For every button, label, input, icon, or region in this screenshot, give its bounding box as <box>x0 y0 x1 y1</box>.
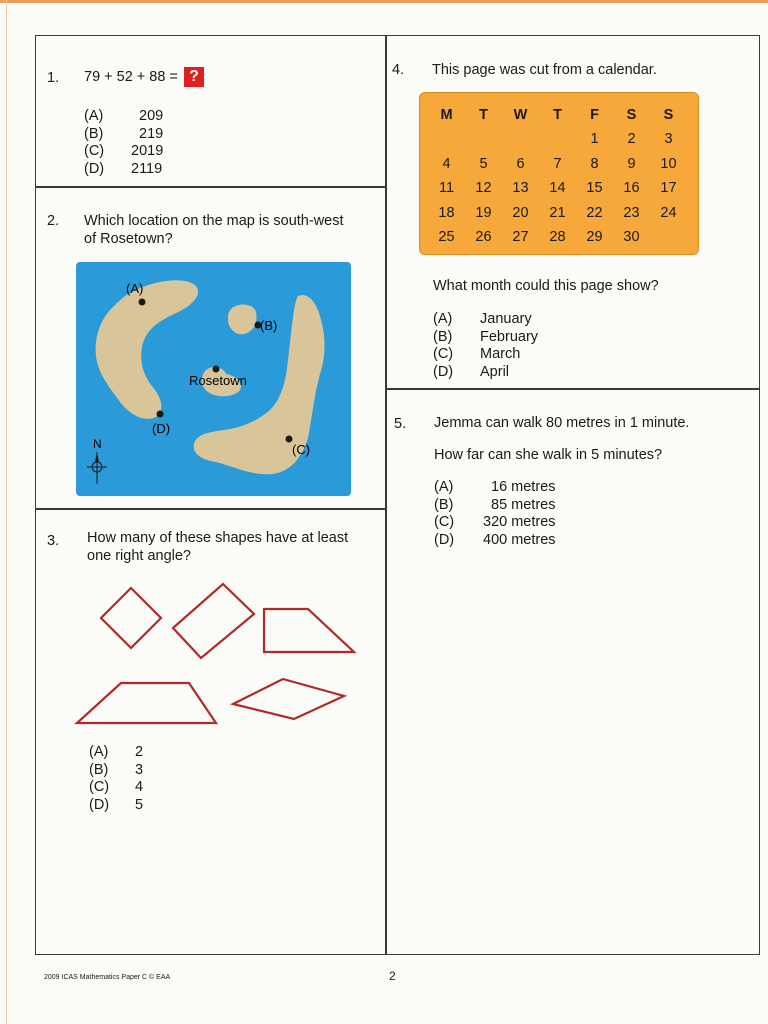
question-number: 3. <box>47 533 60 549</box>
location-b-label: (B) <box>260 318 278 333</box>
day-header: T <box>479 107 488 123</box>
question-number: 2. <box>47 213 60 229</box>
answer-options <box>434 479 556 549</box>
calendar-date: 21 <box>549 204 566 221</box>
question-text: How many of these shapes have at least one right angle? <box>87 530 349 564</box>
calendar-date <box>650 225 687 250</box>
question-number: 1. <box>47 70 60 86</box>
divider-q4-q5 <box>385 388 759 390</box>
calendar-date: 13 <box>512 180 529 197</box>
question-5-prompt: How far can she walk in 5 minutes? <box>434 447 663 463</box>
option-a[interactable]: (A) 209 <box>84 108 164 124</box>
calendar-week <box>428 201 687 226</box>
shape-parallelogram <box>233 679 344 719</box>
day-header: F <box>590 107 599 123</box>
shape-right-trapezium <box>264 609 354 652</box>
shape-trapezium <box>77 683 216 723</box>
location-c-label: (C) <box>292 442 311 457</box>
calendar-date <box>539 127 576 152</box>
divider-q1-q2 <box>36 186 386 188</box>
day-header: W <box>513 107 528 123</box>
calendar-date: 30 <box>623 229 640 246</box>
location-a-dot <box>139 299 146 306</box>
calendar-date: 20 <box>512 204 529 221</box>
question-4-prompt: What month could this page show? <box>433 278 659 294</box>
option-c[interactable]: (C) 4 <box>89 779 144 795</box>
calendar-date: 28 <box>549 229 566 246</box>
calendar-page <box>419 92 699 255</box>
calendar-date: 25 <box>438 229 455 246</box>
calendar-date: 27 <box>512 229 529 246</box>
page-left-edge <box>6 0 7 1024</box>
calendar-week <box>428 127 687 152</box>
calendar-week <box>428 225 687 250</box>
calendar-date: 19 <box>475 204 492 221</box>
question-sheet <box>35 35 760 955</box>
answer-options <box>84 108 163 178</box>
calendar-date: 9 <box>627 155 636 172</box>
rosetown-label: Rosetown <box>189 373 247 388</box>
shape-square <box>101 588 161 648</box>
question-1-expression <box>84 67 204 87</box>
option-b[interactable]: (B) 3 <box>89 761 144 778</box>
calendar-date: 16 <box>623 180 640 197</box>
location-a-label: (A) <box>126 281 144 296</box>
question-text: This page was cut from a calendar. <box>432 62 657 78</box>
calendar-date: 3 <box>664 131 673 148</box>
day-header: S <box>663 107 674 123</box>
question-number: 4. <box>392 62 405 78</box>
copyright-footer: 2009 ICAS Mathematics Paper C © EAA <box>44 974 171 981</box>
question-number: 5. <box>394 416 407 432</box>
shape-rectangle <box>173 584 254 658</box>
option-c[interactable]: (C) 320 metres <box>434 514 556 530</box>
rosetown-dot <box>213 366 220 373</box>
location-d-dot <box>157 411 164 418</box>
option-c[interactable]: (C) March <box>433 346 521 362</box>
page-number: 2 <box>389 969 396 983</box>
calendar-date: 26 <box>475 229 492 246</box>
location-d-label: (D) <box>152 421 171 436</box>
calendar-date: 7 <box>553 155 562 172</box>
calendar-date: 4 <box>442 155 451 172</box>
calendar-date: 22 <box>586 204 603 221</box>
day-header: M <box>440 107 453 123</box>
calendar-date: 15 <box>586 180 603 197</box>
calendar-date: 12 <box>475 180 492 197</box>
calendar-date: 2 <box>627 131 636 148</box>
option-d[interactable]: (D) April <box>433 363 510 380</box>
calendar-date <box>502 127 539 152</box>
divider-q2-q3 <box>36 508 386 510</box>
calendar-grid <box>428 103 687 250</box>
option-a[interactable]: (A) 16 metres <box>434 479 556 495</box>
shapes-figure <box>71 576 361 731</box>
island-map <box>76 262 351 496</box>
option-d[interactable]: (D) 5 <box>89 796 144 813</box>
option-b[interactable]: (B) February <box>433 328 539 345</box>
option-a[interactable]: (A) January <box>433 311 532 327</box>
calendar-date: 23 <box>623 204 640 221</box>
answer-options <box>433 311 538 381</box>
question-text: Jemma can walk 80 metres in 1 minute. <box>434 415 690 431</box>
page-top-edge <box>0 0 768 3</box>
day-header: S <box>626 107 637 123</box>
option-d[interactable]: (D) 2119 <box>84 160 163 177</box>
question-text: Which location on the map is south-west of Rosetown? <box>84 213 344 247</box>
calendar-date: 18 <box>438 204 455 221</box>
column-divider <box>385 36 387 954</box>
calendar-date: 11 <box>438 180 455 197</box>
calendar-date: 29 <box>586 229 603 246</box>
calendar-date: 24 <box>660 204 677 221</box>
option-b[interactable]: (B) 219 <box>84 125 164 142</box>
expression-text: 79 + 52 + 88 = <box>84 68 178 85</box>
calendar-date: 6 <box>516 155 525 172</box>
option-b[interactable]: (B) 85 metres <box>434 496 556 513</box>
question-mark-box: ? <box>184 67 204 87</box>
calendar-week <box>428 152 687 177</box>
calendar-week <box>428 176 687 201</box>
calendar-day-headers <box>428 103 687 127</box>
option-c[interactable]: (C) 2019 <box>84 143 164 159</box>
calendar-date: 10 <box>660 155 677 172</box>
option-a[interactable]: (A) 2 <box>89 744 144 760</box>
option-d[interactable]: (D) 400 metres <box>434 531 556 548</box>
answer-options <box>89 744 143 814</box>
compass-north-label: N <box>93 437 102 451</box>
calendar-date <box>465 127 502 152</box>
calendar-date <box>428 127 465 152</box>
day-header: T <box>553 107 562 123</box>
calendar-date: 5 <box>479 155 488 172</box>
calendar-date: 14 <box>549 180 566 197</box>
calendar-date: 1 <box>590 131 599 148</box>
calendar-date: 8 <box>590 155 599 172</box>
calendar-date: 17 <box>660 180 677 197</box>
